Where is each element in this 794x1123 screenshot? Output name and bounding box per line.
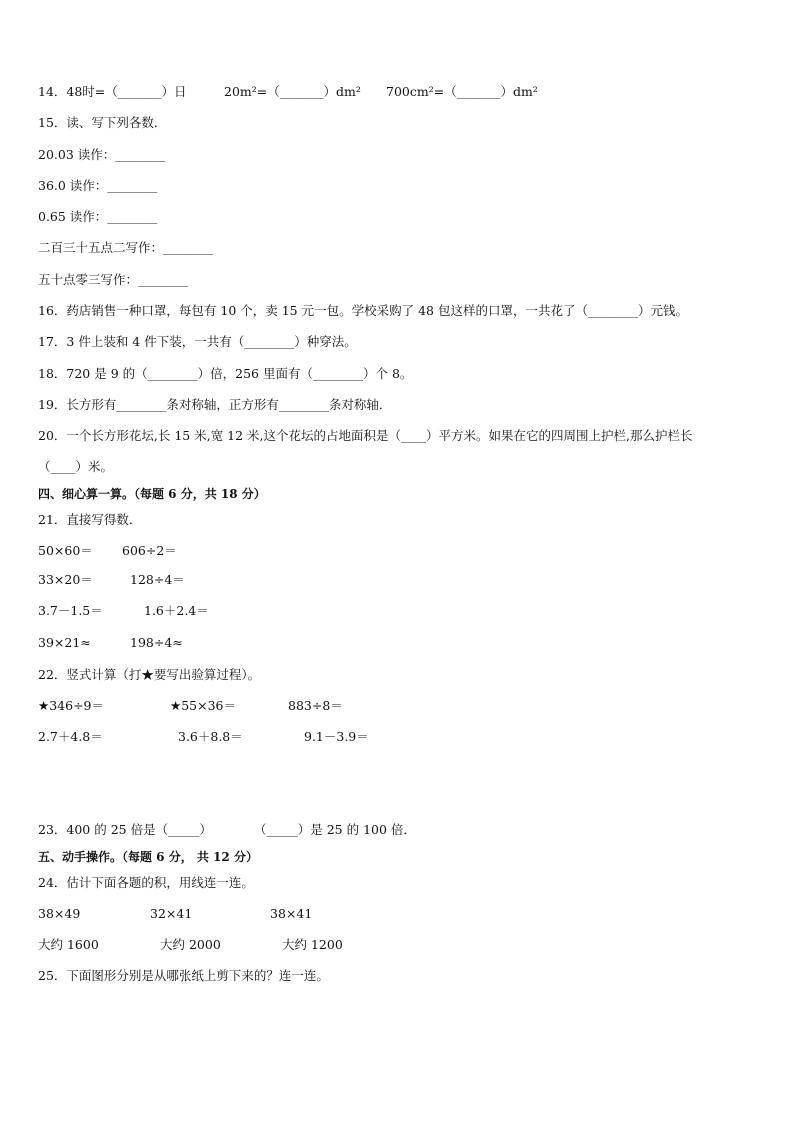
calc-cell: 2.7＋4.8＝ [38,729,103,744]
question-15-item-1: 20.03 读作：________ [38,147,166,162]
question-20-line-2: （____）米。 [38,459,114,474]
calc-cell: 128÷4＝ [130,572,185,587]
q14-part-c: 700cm²=（_______）dm² [386,84,538,99]
question-15-title: 15．读、写下列各数． [38,115,167,130]
q14-part-a: 14．48时=（_______）日 [38,84,187,99]
product-cell: 38×49 [38,906,81,921]
calc-cell: ★55×36＝ [170,698,236,713]
question-19: 19．长方形有________条对称轴，正方形有________条对称轴． [38,397,392,412]
product-cell: 32×41 [150,906,193,921]
calc-cell: 9.1－3.9＝ [304,729,369,744]
calc-cell: 606÷2＝ [122,543,177,558]
question-20-line-1: 20．一个长方形花坛,长 15 米,宽 12 米,这个花坛的占地面积是（____）平方米。如果在它的四周围上护栏,那么护栏长 [38,428,693,443]
question-16: 16．药店销售一种口罩，每包有 10 个，卖 15 元一包。学校采购了 48 包这样的口罩，一共花了（________）元钱。 [38,303,688,318]
question-21-title: 21．直接写得数． [38,512,142,527]
estimate-cell: 大约 1600 [38,937,99,952]
calc-cell: 50×60＝ [38,543,93,558]
question-18: 18．720 是 9 的（________）倍，256 里面有（________）个 8。 [38,366,413,381]
calc-cell: ★346÷9＝ [38,698,104,713]
section-4-heading: 四、细心算一算。（每题 6 分，共 18 分） [38,487,266,501]
question-22-title: 22．竖式计算（打★要写出验算过程）。 [38,667,261,682]
estimate-cell: 大约 2000 [160,937,221,952]
calc-cell: 3.6＋8.8＝ [178,729,243,744]
q23-part-a: 23．400 的 25 倍是（_____） [38,822,212,837]
q23-part-b: （_____）是 25 的 100 倍． [254,822,416,837]
product-cell: 38×41 [270,906,313,921]
calc-cell: 1.6＋2.4＝ [144,603,209,618]
question-15-item-5: 五十点零三写作：________ [38,272,189,287]
estimate-cell: 大约 1200 [282,937,343,952]
calc-cell: 33×20＝ [38,572,93,587]
question-24-title: 24．估计下面各题的积，用线连一连。 [38,875,254,890]
calc-cell: 3.7－1.5＝ [38,603,103,618]
question-15-item-3: 0.65 读作：________ [38,209,158,224]
calc-cell: 39×21≈ [38,635,91,650]
question-15-item-2: 36.0 读作：________ [38,178,158,193]
q14-part-b: 20m²=（_______）dm² [224,84,361,99]
section-5-heading: 五、动手操作。（每题 6 分， 共 12 分） [38,850,258,864]
calc-cell: 883÷8＝ [288,698,343,713]
question-25-title: 25．下面图形分别是从哪张纸上剪下来的？连一连。 [38,968,329,983]
calc-cell: 198÷4≈ [130,635,183,650]
question-17: 17．3 件上装和 4 件下装，一共有（________）种穿法。 [38,334,357,349]
question-15-item-4: 二百三十五点二写作：________ [38,240,214,255]
